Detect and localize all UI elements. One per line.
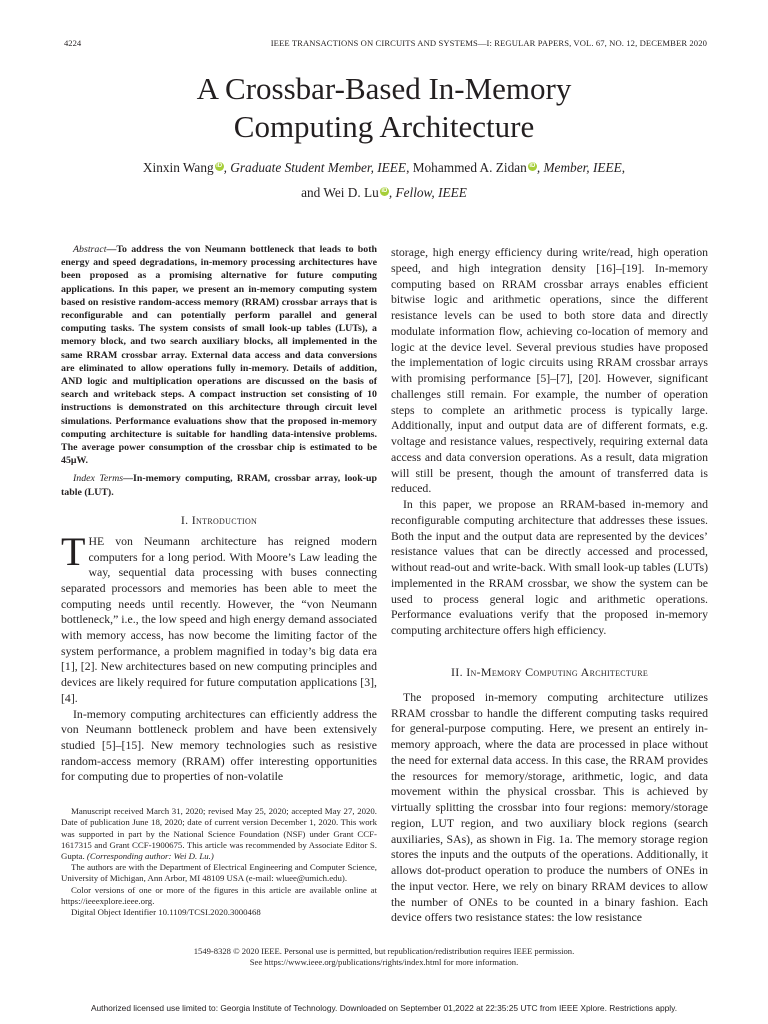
body-paragraph: storage, high energy efficiency during write/read, high operation speed, and high integration density [16]–[19]. In-memory computing based on RRAM crossbar arrays enables efficient bitwise logic and arithmetic operations, since the different resistance levels can be used to both store data and directly modulate information flow, achieving co-location of memory and logic at the device level. Several previous studies have proposed the implementation of logic circuits using RRAM crossbar arrays with promising performance [5]–[7], [20]. However, significant challenges still remain. For example, the number of operation steps to complete an arithmetic process is typically large. Additionally, input and output data are of different formats, e.g. voltage and resistance values, respectively, requiring external data access and data conversion operations. As a result, data migration will still be present, though the amount of transferred data is reduced. bbox=[391, 245, 708, 496]
running-head: IEEE TRANSACTIONS ON CIRCUITS AND SYSTEMS—I: REGULAR PAPERS, VOL. 67, NO. 12, DECEMBER 2020 bbox=[270, 38, 707, 48]
author-line-1 bbox=[0, 155, 768, 180]
author-role-2: , Member, IEEE bbox=[536, 160, 622, 175]
index-terms bbox=[61, 472, 377, 498]
orcid-icon[interactable]: iD bbox=[216, 162, 223, 169]
body-paragraph: The proposed in-memory computing architecture utilizes RRAM crossbar to handle the different computing tasks required for general-purpose computing. Here, we present an entirely in-memory approach, where the data are processed in place without the need for external data access. In this case, the RRAM provides the resources for memory/storage, arithmetic, logic, and data movement within the physical crossbar. This is achieved by virtually splitting the crossbar into four regions: memory/storage region, LUT region, and two auxiliary block regions (search auxiliaries, SAs), as shown in Fig. 1a. The memory storage region stores the inputs and the outputs of the operations. Additionally, it allows dot-product operation to produce the numbers of ONEs in the input vector. Here, we rely on binary RRAM devices to allow the number of ONEs to be counted in a binary fashion. Each device offers two resistance states: the low resistance bbox=[391, 689, 708, 925]
page-number: 4224 bbox=[64, 38, 82, 48]
author-name-1: Xinxin Wang bbox=[142, 160, 214, 175]
author-block bbox=[0, 155, 768, 205]
author-name-2: , Mohammed A. Zidan bbox=[406, 160, 527, 175]
index-terms-label: Index Terms bbox=[73, 473, 124, 485]
orcid-icon[interactable]: iD bbox=[381, 187, 388, 194]
author-name-3: and Wei D. Lu bbox=[301, 185, 379, 200]
footnote-text: Manuscript received March 31, 2020; revised May 25, 2020; accepted May 27, 2020. Date of publication June 18, 2020; date of current version December 1, 2020. This work was supported in part by the National Science Foundation (NSF) under Grant CCF-1617315 and Grant CCF-1900675. This article was recommended by Associate Editor S. Gupta. bbox=[61, 806, 377, 861]
section-numeral: I. bbox=[180, 512, 192, 527]
architecture-body bbox=[391, 690, 708, 926]
section-title-text: In-Memory Computing Architecture bbox=[466, 664, 649, 679]
footnote-doi: Digital Object Identifier 10.1109/TCSI.2020.3000468 bbox=[71, 906, 261, 917]
body-paragraph: In-memory computing architectures can efficiently address the von Neumann bottleneck problem and have been extensively studied [5]–[15]. New memory technologies such as resistive random-access memory (RRAM) offer interesting opportunities for computing due to properties of non-volatile bbox=[61, 706, 377, 784]
introduction-body-continued bbox=[391, 245, 708, 639]
index-terms-text: —In-memory computing, RRAM, crossbar array, look-up table (LUT). bbox=[61, 473, 378, 498]
body-paragraph: In this paper, we propose an RRAM-based in-memory and reconfigurable computing architecture that addresses these issues. Both the input and the output data are represented by the devices’ resistance values that can be directly accessed and processed, without read-out and write-back. With small look-up tables (LUTs) implemented in the RRAM crossbar, we show the system can be used to process general logic and arithmetic operations. Performance evaluations verify that the proposed in-memory computing architecture offers high efficiency. bbox=[391, 497, 708, 637]
footnote-color-versions: Color versions of one or more of the figures in this article are available online at https://ieeexplore.ieee.org. bbox=[61, 884, 377, 906]
abstract-text: —To address the von Neumann bottleneck that leads to both energy and speed degradations, in-memory processing architectures have been proposed as a promising alternative for future computing applications. In this paper, we present an in-memory computing system based on resistive random-access memory (RRAM) crossbar arrays that is reconfigurable and can potentially perform parallel and general computing tasks. The system consists of small look-up tables (LUTs), a memory block, and two search auxiliary blocks, all implemented in the same RRAM crossbar array. External data access and data conversions are eliminated to allow operations fully in-memory. Details of addition, AND logic and multiplication operations are discussed on the basis of search and writeback steps. A compact instruction set consisting of 10 instructions is demonstrated on this architecture through circuit level simulations. Performance evaluations show that the proposed in-memory computing architecture is suitable for handling data-intensive problems. The average power consumption of the crossbar chip is estimated to be 45μW. bbox=[61, 244, 377, 467]
footnote-affiliation: The authors are with the Department of Electrical Engineering and Computer Science, University of Michigan, Ann Arbor, MI 48109 USA (e-mail: wluee@umich.edu). bbox=[61, 862, 377, 884]
section-heading-introduction bbox=[61, 513, 377, 528]
abstract-paragraph bbox=[61, 243, 377, 467]
orcid-icon[interactable]: iD bbox=[529, 162, 536, 169]
footnote-manuscript bbox=[61, 806, 377, 862]
author-line-2 bbox=[0, 180, 768, 205]
paragraph-text: HE von Neumann architecture has reigned modern computers for a long period. With Moore’s Law leading the way, sequential data processing with buses connecting separated processors and memories has been able to meet the computing needs until recently. However, the “von Neumann bottleneck,” i.e., the low speed and high energy demand associated with memory access, has now become the limiting factor of the system performance, a problem magnified in today’s big data era [1], [2]. New architectures based on new computing principles and devices are likely required for future computation applications [3], [4]. bbox=[61, 533, 377, 705]
copyright-notice bbox=[0, 946, 768, 968]
author-role-3: , Fellow, IEEE bbox=[388, 185, 467, 200]
copyright-line-1: 1549-8328 © 2020 IEEE. Personal use is permitted, but republication/redistribution requires IEEE permission. bbox=[193, 946, 575, 956]
corresponding-author: (Corresponding author: Wei D. Lu.) bbox=[86, 850, 214, 861]
abstract bbox=[61, 243, 377, 467]
left-column bbox=[61, 243, 377, 918]
drop-cap: T bbox=[61, 528, 86, 574]
section-title-text: Introduction bbox=[191, 512, 258, 527]
section-numeral: II. bbox=[450, 664, 467, 679]
footnotes bbox=[61, 806, 377, 918]
right-column bbox=[391, 245, 708, 926]
section-heading-architecture bbox=[391, 665, 708, 680]
copyright-line-2: See https://www.ieee.org/publications/rights/index.html for more information. bbox=[249, 957, 519, 967]
body-paragraph bbox=[61, 528, 377, 707]
license-notice: Authorized licensed use limited to: Georgia Institute of Technology. Downloaded on September 01,2022 at 22:35:25 UTC from IEEE Xplore. Restrictions apply. bbox=[90, 1003, 678, 1013]
author-separator: , bbox=[621, 160, 626, 175]
title-line-2: Computing Architecture bbox=[233, 109, 535, 144]
introduction-body bbox=[61, 528, 377, 785]
author-role-1: , Graduate Student Member, IEEE bbox=[223, 160, 407, 175]
title-line-1: A Crossbar-Based In-Memory bbox=[196, 71, 572, 106]
abstract-label: Abstract bbox=[73, 244, 107, 255]
paper-title bbox=[0, 70, 768, 146]
